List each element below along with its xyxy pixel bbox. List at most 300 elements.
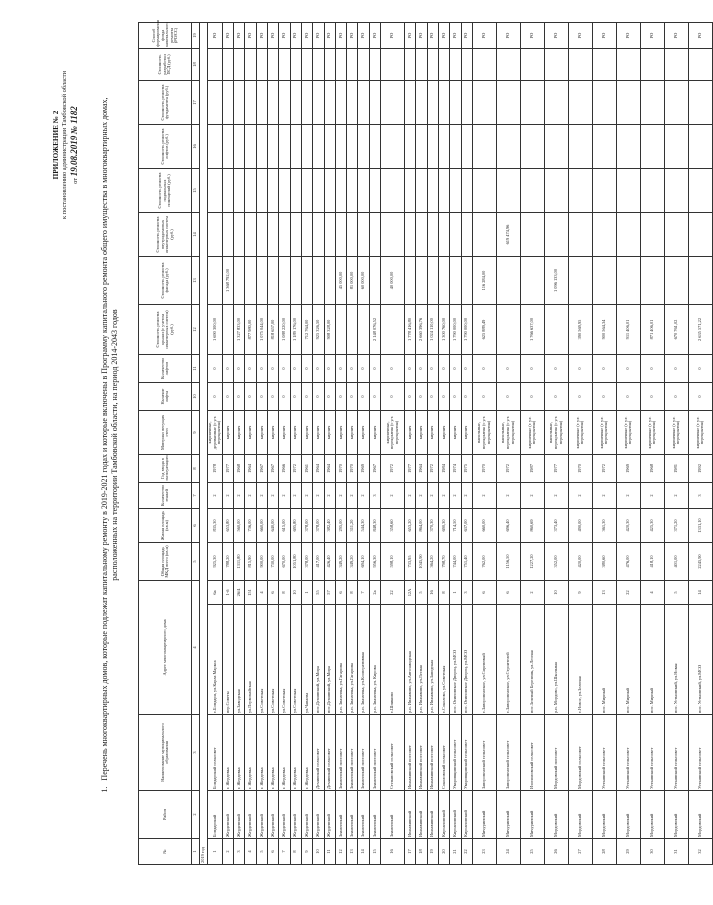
cell-house: 13 [592, 581, 616, 605]
cell-mat: панельные, перекрытия (с у.т. перекрытия) [472, 411, 496, 455]
cell-area: 788,20 [222, 543, 233, 581]
column-header: Стоимость ремонта подвальных помещений (руб.) [139, 169, 192, 213]
cell-lift: 0 [405, 383, 416, 411]
table-row [234, 23, 245, 865]
cell-dist: Кирсановский [450, 791, 461, 839]
cell-dist: Кирсановский [461, 791, 472, 839]
cell-addr: пер.Советы [222, 605, 233, 715]
cell-lifts: 0 [279, 355, 290, 383]
cell-mat: кирпич [405, 411, 416, 455]
cell-psd [461, 49, 472, 81]
cell-roof: 390 569,95 [568, 305, 592, 355]
cell-base [301, 169, 312, 213]
cell-house: 8 [438, 581, 449, 605]
cell-n: 25 [520, 839, 544, 865]
cell-live: 382,40 [324, 509, 335, 543]
cell-fl: 2 [335, 483, 346, 509]
cell-lift: 0 [461, 383, 472, 411]
cell-dist: Бондарский [208, 791, 223, 839]
cell-psd [256, 49, 267, 81]
cell-lf [472, 125, 496, 169]
cell-mat: кирпич [313, 411, 324, 455]
table-row [381, 23, 405, 865]
table-row [438, 23, 449, 865]
cell-n: 16 [381, 839, 405, 865]
cell-psd [313, 49, 324, 81]
cell-roof: 911 406,01 [616, 305, 640, 355]
column-header: Жилая площадь (кв.м) [139, 509, 192, 543]
cell-base [496, 169, 520, 213]
cell-lift: 0 [245, 383, 256, 411]
cell-base [347, 169, 358, 213]
cell-addr: р.п. Инжавино, ул.Лесная [416, 605, 427, 715]
cell-area: 364,20 [427, 543, 438, 581]
cell-live: 860,69 [520, 509, 544, 543]
cell-eng [438, 213, 449, 257]
cell-fl: 2 [496, 483, 520, 509]
cell-base [544, 169, 568, 213]
cell-roof: 877 980,00 [245, 305, 256, 355]
cell-year: 1972 [427, 455, 438, 483]
cell-fund: РО [688, 23, 712, 49]
cell-house: 5 [664, 581, 688, 605]
cell-fl: 2 [381, 483, 405, 509]
cell-psd [369, 49, 380, 81]
cell-lifts: 0 [416, 355, 427, 383]
cell-fac [688, 257, 712, 305]
cell-live: 425,30 [640, 509, 664, 543]
cell-fund: РО [301, 23, 312, 49]
cell-eng [313, 213, 324, 257]
column-header: Количество лифтов [139, 355, 192, 383]
cell-lf [640, 125, 664, 169]
cell-fund: РО [234, 23, 245, 49]
cell-area: 1227,20 [520, 543, 544, 581]
cell-mat: кирпич [268, 411, 279, 455]
cell-fnd [416, 81, 427, 125]
cell-fnd [358, 81, 369, 125]
cell-dist: Жердевский [245, 791, 256, 839]
cell-house: 22 [616, 581, 640, 605]
cell-fl: 2 [461, 483, 472, 509]
cell-lifts: 0 [256, 355, 267, 383]
cell-base [640, 169, 664, 213]
cell-lifts: 0 [405, 355, 416, 383]
cell-fnd [616, 81, 640, 125]
cell-addr: р.п. Знаменка, ул. Кирова [369, 605, 380, 715]
cell-lift: 0 [222, 383, 233, 411]
cell-base [324, 169, 335, 213]
cell-lift: 0 [369, 383, 380, 411]
cell-live: 1331,10 [688, 509, 712, 543]
cell-base [472, 169, 496, 213]
cell-fl: 2 [256, 483, 267, 509]
cell-year: 1977 [405, 455, 416, 483]
table-row [640, 23, 664, 865]
cell-area: 956,30 [369, 543, 380, 581]
cell-live: 544,30 [358, 509, 369, 543]
cell-n: 27 [568, 839, 592, 865]
cell-fnd [461, 81, 472, 125]
cell-mat: кирпичные (с у.т. перекрытия) [592, 411, 616, 455]
cell-mun: Заворонежский сельсовет [496, 715, 520, 791]
cell-area: 352,00 [544, 543, 568, 581]
cell-lf [616, 125, 640, 169]
cell-fac [592, 257, 616, 305]
cell-base [268, 169, 279, 213]
annex-line1: к постановлению администрации Тамбовской области [61, 70, 68, 220]
cell-lifts: 0 [664, 355, 688, 383]
column-index: 1 [192, 839, 200, 865]
cell-fnd [664, 81, 688, 125]
cell-dist: Знаменский [358, 791, 369, 839]
cell-addr: пос. Мирный [640, 605, 664, 715]
cell-year: 1969 [616, 455, 640, 483]
cell-dist: Инжавинский [405, 791, 416, 839]
cell-fac: 45 000,00 [335, 257, 346, 305]
cell-base [616, 169, 640, 213]
cell-dist: Мордовский [544, 791, 568, 839]
cell-house: 4 [256, 581, 267, 605]
column-header: Способ формирования фонда капитального ремонта (РО/СС) [139, 23, 192, 49]
cell-house: 8 [347, 581, 358, 605]
cell-mat: кирпич [222, 411, 233, 455]
cell-lift: 0 [568, 383, 592, 411]
cell-base [405, 169, 416, 213]
cell-addr: р.п. Знаменка, ул.Гагарина [347, 605, 358, 715]
cell-roof: 818 657,00 [268, 305, 279, 355]
cell-dist: Мордовский [592, 791, 616, 839]
cell-base [438, 169, 449, 213]
cell-base [358, 169, 369, 213]
cell-lf [234, 125, 245, 169]
cell-lift: 0 [427, 383, 438, 411]
cell-fund: РО [427, 23, 438, 49]
table-row [427, 23, 438, 865]
cell-house: 6 [496, 581, 520, 605]
cell-dist: Кирсановский [438, 791, 449, 839]
cell-n: 11 [324, 839, 335, 865]
cell-roof: 1 300 760,00 [438, 305, 449, 355]
cell-eng [358, 213, 369, 257]
cell-mat: кирпичные, деревянные (с у.т. перекрытия) [208, 411, 223, 455]
table-row [472, 23, 496, 865]
cell-fnd [208, 81, 223, 125]
cell-dist: Мичуринский [472, 791, 496, 839]
cell-psd [208, 49, 223, 81]
cell-psd [472, 49, 496, 81]
cell-psd [358, 49, 369, 81]
cell-lf [369, 125, 380, 169]
cell-live: 615,00 [279, 509, 290, 543]
cell-n: 12 [335, 839, 346, 865]
cell-fl: 2 [592, 483, 616, 509]
cell-area: 598,10 [381, 543, 405, 581]
cell-live: 370,30 [427, 509, 438, 543]
cell-year: 1992 [688, 455, 712, 483]
cell-n: 2 [222, 839, 233, 865]
cell-roof: 670 761,02 [664, 305, 688, 355]
cell-fac [324, 257, 335, 305]
cell-fund: РО [381, 23, 405, 49]
cell-lifts: 0 [324, 355, 335, 383]
cell-fund: РО [544, 23, 568, 49]
cell-roof [544, 305, 568, 355]
cell-year: 1970 [568, 455, 592, 483]
cell-eng [268, 213, 279, 257]
cell-n: 17 [405, 839, 416, 865]
cell-psd [405, 49, 416, 81]
cell-mun: Мордовский сельсовет [568, 715, 592, 791]
annex-block [52, 25, 80, 265]
cell-mat: кирпичные (с у.т. перекрытия) [640, 411, 664, 455]
cell-lift: 0 [208, 383, 223, 411]
column-header: Стоимость ремонта лифтов (руб.) [139, 125, 192, 169]
cell-year: 1967 [256, 455, 267, 483]
cell-mun: Изосимовский сельсовет [520, 715, 544, 791]
cell-fl: 3 [369, 483, 380, 509]
cell-base [234, 169, 245, 213]
cell-n: 4 [245, 839, 256, 865]
cell-year: 1964 [324, 455, 335, 483]
cell-lf [461, 125, 472, 169]
cell-year: 1975 [461, 455, 472, 483]
cell-fac [496, 257, 520, 305]
cell-year: 1967 [369, 455, 380, 483]
cell-roof [381, 305, 405, 355]
cell-fnd [245, 81, 256, 125]
cell-fnd [347, 81, 358, 125]
cell-psd [301, 49, 312, 81]
cell-lf [520, 125, 544, 169]
cell-roof: 1 024 110,00 [427, 305, 438, 355]
table-row [279, 23, 290, 865]
cell-lf [496, 125, 520, 169]
cell-eng [616, 213, 640, 257]
column-header: Район [139, 791, 192, 839]
cell-area: 730,00 [268, 543, 279, 581]
cell-psd [268, 49, 279, 81]
cell-house: 1 [301, 581, 312, 605]
cell-fl: 2 [640, 483, 664, 509]
cell-eng [450, 213, 461, 257]
cell-lf [427, 125, 438, 169]
cell-roof [347, 305, 358, 355]
cell-eng [381, 213, 405, 257]
cell-house: 8 [279, 581, 290, 605]
cell-fund: РО [592, 23, 616, 49]
cell-dist: Жердевский [268, 791, 279, 839]
cell-mat: кирпичные (с у.т. перекрытия) [616, 411, 640, 455]
cell-house: 26/4 [234, 581, 245, 605]
cell-lifts: 0 [313, 355, 324, 383]
cell-lf [381, 125, 405, 169]
cell-mun: Устьинский сельсовет [640, 715, 664, 791]
cell-fac [279, 257, 290, 305]
cell-year: 1968 [234, 455, 245, 483]
cell-mat: кирпич [416, 411, 427, 455]
cell-eng [369, 213, 380, 257]
cell-lf [268, 125, 279, 169]
table-row [358, 23, 369, 865]
cell-lf [544, 125, 568, 169]
cell-live: 690,30 [438, 509, 449, 543]
cell-mun: Знаменский поссовет [347, 715, 358, 791]
cell-area: 2245,90 [688, 543, 712, 581]
cell-lf [358, 125, 369, 169]
cell-fnd [335, 81, 346, 125]
cell-mun: Уваровщинский сельсовет [450, 715, 461, 791]
cell-addr: пос.Деминский, ул.Мира [324, 605, 335, 715]
cell-addr: р.п. Знаменка, ул.Кооперативная [358, 605, 369, 715]
cell-lf [438, 125, 449, 169]
cell-mun: Устьинский сельсовет [688, 715, 712, 791]
cell-fund: РО [369, 23, 380, 49]
cell-n: 5 [256, 839, 267, 865]
column-header: Количество этажей [139, 483, 192, 509]
cell-area: 378,00 [301, 543, 312, 581]
column-header: Наименование муниципального образования [139, 715, 192, 791]
cell-n: 3 [234, 839, 245, 865]
cell-house: 10 [290, 581, 301, 605]
cell-mun: Деминский сельсовет [324, 715, 335, 791]
cell-year: 1972 [290, 455, 301, 483]
cell-mat: кирпич [279, 411, 290, 455]
cell-fac [438, 257, 449, 305]
cell-fac [256, 257, 267, 305]
cell-fund: РО [245, 23, 256, 49]
cell-lf [222, 125, 233, 169]
cell-house: 3 [461, 581, 472, 605]
cell-dist: Знаменский [369, 791, 380, 839]
cell-mat: кирпич [290, 411, 301, 455]
cell-eng [290, 213, 301, 257]
cell-fl: 2 [450, 483, 461, 509]
cell-n: 1 [208, 839, 223, 865]
cell-fl: 3 [688, 483, 712, 509]
cell-n: 14 [358, 839, 369, 865]
cell-eng [347, 213, 358, 257]
cell-n: 7 [279, 839, 290, 865]
cell-lifts: 0 [358, 355, 369, 383]
column-index: 8 [192, 455, 200, 483]
cell-fnd [222, 81, 233, 125]
cell-eng [208, 213, 223, 257]
cell-area: 670,00 [279, 543, 290, 581]
column-header: Адрес многоквартирного дома [139, 581, 192, 715]
cell-base [335, 169, 346, 213]
cell-lifts: 0 [472, 355, 496, 383]
cell-year: 1978 [208, 455, 223, 483]
cell-lifts: 0 [301, 355, 312, 383]
cell-mat: кирпич [450, 411, 461, 455]
cell-roof: 1 778 416,80 [405, 305, 416, 355]
cell-fund: РО [347, 23, 358, 49]
cell-n: 22 [461, 839, 472, 865]
cell-dist: Инжавинский [427, 791, 438, 839]
cell-fl: 2 [279, 483, 290, 509]
cell-fnd [313, 81, 324, 125]
cell-addr: с.Новое, ул.Зеленая [568, 605, 592, 715]
table-row [568, 23, 592, 865]
annex-title: ПРИЛОЖЕНИЕ № 2 [52, 110, 60, 180]
cell-fnd [520, 81, 544, 125]
cell-area: 798,70 [438, 543, 449, 581]
cell-dist: Инжавинский [416, 791, 427, 839]
cell-eng [279, 213, 290, 257]
cell-fnd [381, 81, 405, 125]
cell-roof: 2 635 571,22 [688, 305, 712, 355]
cell-lf [664, 125, 688, 169]
cell-n: 8 [290, 839, 301, 865]
cell-fac [640, 257, 664, 305]
cell-fac [520, 257, 544, 305]
cell-eng [688, 213, 712, 257]
cell-base [279, 169, 290, 213]
cell-lifts: 0 [461, 355, 472, 383]
cell-lifts: 0 [234, 355, 245, 383]
cell-mat: кирпичные (с у.т. перекрытия) [568, 411, 592, 455]
cell-lf [290, 125, 301, 169]
column-index: 15 [192, 169, 200, 213]
table-row [496, 23, 520, 865]
cell-area: 1045,90 [416, 543, 427, 581]
cell-fl: 2 [324, 483, 335, 509]
cell-fund: РО [222, 23, 233, 49]
cell-house: 1 [450, 581, 461, 605]
cell-dist: Жердевский [290, 791, 301, 839]
cell-n: 29 [616, 839, 640, 865]
cell-live: 378,00 [313, 509, 324, 543]
cell-mun: Инжавинский поссовет [416, 715, 427, 791]
cell-mat: кирпич [461, 411, 472, 455]
cell-base [313, 169, 324, 213]
cell-mun: Соколовский сельсовет [438, 715, 449, 791]
cell-fac [208, 257, 223, 305]
cell-fnd [256, 81, 267, 125]
cell-eng [234, 213, 245, 257]
cell-addr: пос. Осиновское Дворец, ул.МСО [450, 605, 461, 715]
cell-fnd [324, 81, 335, 125]
cell-roof: 1 075 044,00 [256, 305, 267, 355]
cell-addr: р.п. Инжавино, ул.Заводская [427, 605, 438, 715]
cell-n: 23 [472, 839, 496, 865]
cell-lift: 0 [616, 383, 640, 411]
cell-year: 1968 [640, 455, 664, 483]
cell-psd [279, 49, 290, 81]
column-index: 16 [192, 125, 200, 169]
cell-lifts: 0 [616, 355, 640, 383]
cell-fac: 116 284,00 [472, 257, 496, 305]
cell-n: 24 [496, 839, 520, 865]
cell-lf [405, 125, 416, 169]
table-row [664, 23, 688, 865]
column-index: 7 [192, 483, 200, 509]
cell-area: 476,00 [616, 543, 640, 581]
cell-live: 835,30 [208, 509, 223, 543]
table-row [544, 23, 568, 865]
cell-lf [208, 125, 223, 169]
column-header: № [139, 839, 192, 865]
cell-base [450, 169, 461, 213]
cell-eng [256, 213, 267, 257]
cell-mun: г. Жердевка [268, 715, 279, 791]
cell-fund: РО [472, 23, 496, 49]
cell-lifts: 0 [427, 355, 438, 383]
cell-base [664, 169, 688, 213]
cell-area: 401,00 [664, 543, 688, 581]
cell-fac [313, 257, 324, 305]
